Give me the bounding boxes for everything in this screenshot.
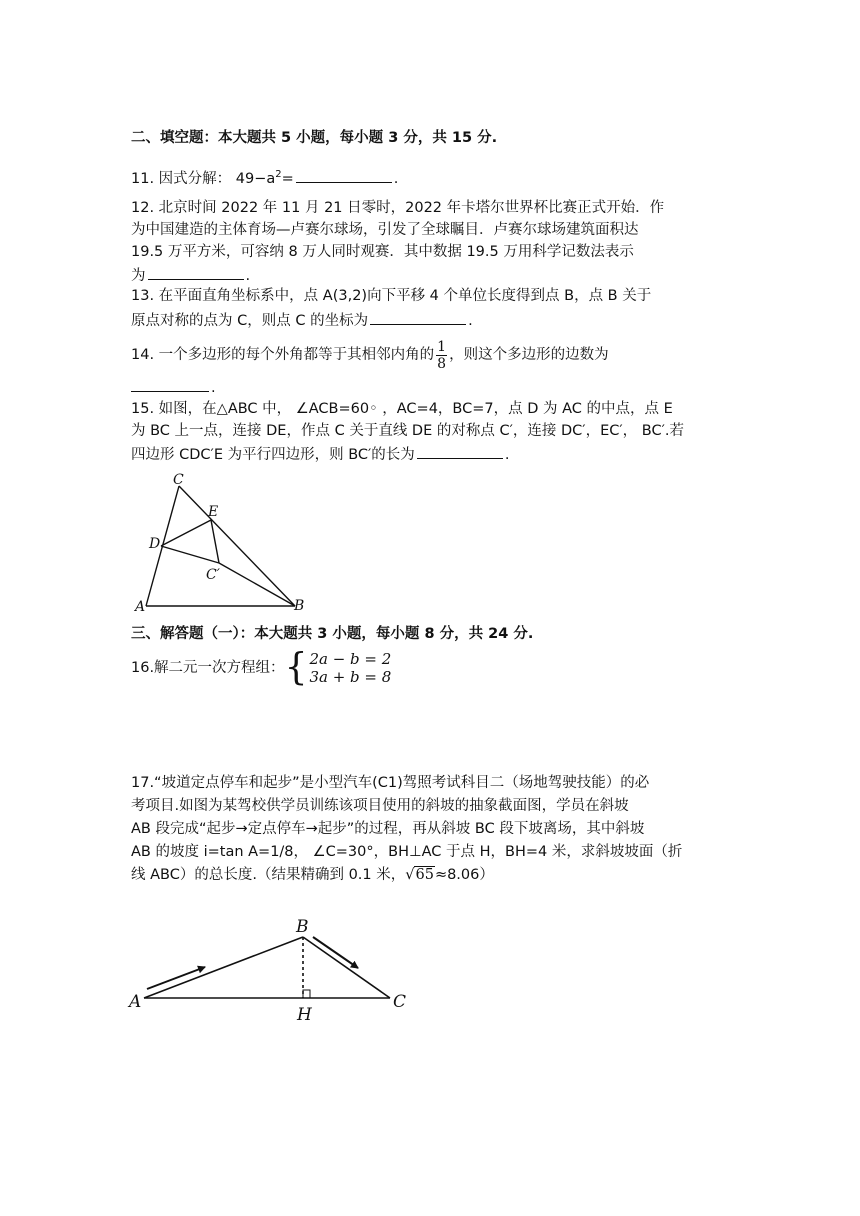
q11-exponent: 2	[275, 169, 282, 180]
q12-line4-suffix: .	[245, 268, 251, 284]
question-11	[131, 166, 398, 188]
label-E: E	[208, 504, 219, 520]
q15-line2: 为 BC 上一点，连接 DE，作点 C 关于直线 DE 的对称点 C′，连接 DC′，EC′， BC′.若	[131, 423, 684, 439]
q12-line4	[131, 265, 250, 285]
q13-line1: 13. 在平面直角坐标系中，点 A(3,2)向下平移 4 个单位长度得到点 B，点 B 关于	[131, 288, 652, 304]
q12-line4-prefix: 为	[131, 268, 146, 284]
q16-prefix: 16.解二元一次方程组：	[131, 660, 285, 676]
q14-line1	[131, 336, 609, 374]
arrow-down-slope	[313, 937, 358, 968]
q11-equals: =	[281, 170, 294, 187]
q12-answer-blank[interactable]	[148, 265, 244, 280]
q15-answer-blank[interactable]	[417, 444, 503, 459]
q16-equation-2: 3a + b = 8	[309, 668, 392, 686]
q17-sqrt-radicand: 65	[415, 867, 434, 883]
q15-line3-suffix: .	[504, 447, 510, 463]
q15-line3-prefix: 四边形 CDC′E 为平行四边形，则 BC′的长为	[131, 447, 415, 463]
q17-line5-suffix: ≈8.06）	[434, 867, 494, 883]
q15-triangle-figure	[130, 470, 320, 615]
q17-slope-figure	[125, 915, 415, 1030]
segment-CB	[179, 486, 295, 606]
question-16	[131, 645, 392, 689]
q14-line1-prefix: 14. 一个多边形的每个外角都等于其相邻内角的	[131, 347, 435, 363]
segment-DCp	[161, 546, 219, 563]
q13-answer-blank[interactable]	[370, 310, 466, 325]
label-H: H	[297, 1005, 312, 1025]
label-A: A	[135, 599, 146, 615]
right-angle-mark	[303, 990, 310, 998]
q14-line2	[131, 377, 216, 397]
label-Cprime: C′	[206, 567, 220, 583]
q13-line2-prefix: 原点对称的点为 C，则点 C 的坐标为	[131, 313, 369, 329]
label-C: C	[393, 992, 407, 1012]
segment-BCp	[219, 563, 295, 606]
q12-line2: 为中国建造的主体育场—卢赛尔球场，引发了全球瞩目．卢赛尔球场建筑面积达	[131, 222, 639, 238]
slope-BC	[303, 937, 390, 998]
section2-heading: 二、填空题：本大题共 5 小题，每小题 3 分，共 15 分.	[131, 130, 498, 146]
q15-line3	[131, 444, 509, 464]
q17-line4: AB 的坡度 i=tan A=1/8， ∠C=30°，BH⊥AC 于点 H，BH=4 米，求斜坡坡面（折	[131, 844, 683, 860]
q13-line2	[131, 310, 473, 330]
q11-answer-blank[interactable]	[296, 168, 392, 183]
label-D: D	[149, 536, 161, 552]
q14-frac-numerator: 1	[437, 338, 447, 355]
q11-suffix: .	[393, 170, 399, 187]
label-B: B	[296, 917, 309, 937]
q12-line1: 12. 北京时间 2022 年 11 月 21 日零时，2022 年卡塔尔世界杯比赛正式开始．作	[131, 200, 665, 216]
q17-line3: AB 段完成“起步→定点停车→起步”的过程，再从斜坡 BC 段下坡离场，其中斜坡	[131, 821, 645, 837]
q14-answer-blank[interactable]	[131, 377, 209, 392]
section3-heading: 三、解答题（一）：本大题共 3 小题，每小题 8 分，共 24 分.	[131, 626, 534, 642]
q14-line1-suffix: ，则这个多边形的边数为	[449, 347, 609, 363]
slope-AB	[144, 937, 303, 998]
q14-line2-suffix: .	[211, 380, 216, 396]
q17-sqrt: √65	[405, 867, 434, 883]
q14-frac-denominator: 8	[437, 355, 447, 372]
q17-line2: 考项目.如图为某驾校供学员训练该项目使用的斜坡的抽象截面图，学员在斜坡	[131, 798, 629, 814]
q11-text: 11. 因式分解： 49−a	[131, 170, 276, 187]
q16-equation-1: 2a − b = 2	[309, 650, 392, 668]
q16-brace: {	[284, 645, 308, 689]
label-A: A	[129, 992, 142, 1012]
q17-line5	[131, 866, 494, 884]
q16-equation-system	[284, 645, 392, 689]
q17-line5-prefix: 线 ABC）的总长度.（结果精确到 0.1 米，	[131, 867, 406, 883]
label-C: C	[173, 472, 184, 488]
q13-line2-suffix: .	[468, 313, 473, 329]
label-B: B	[294, 598, 305, 614]
q17-line1: 17.“坡道定点停车和起步”是小型汽车(C1)驾照考试科目二（场地驾驶技能）的必	[131, 775, 650, 791]
q14-fraction	[436, 339, 447, 372]
q12-line3: 19.5 万平方米，可容纳 8 万人同时观赛．其中数据 19.5 万用科学记数法表示	[131, 244, 634, 260]
q15-line1: 15. 如图，在△ABC 中， ∠ACB=60◦ ，AC=4，BC=7，点 D 为 AC 的中点，点 E	[131, 401, 673, 417]
